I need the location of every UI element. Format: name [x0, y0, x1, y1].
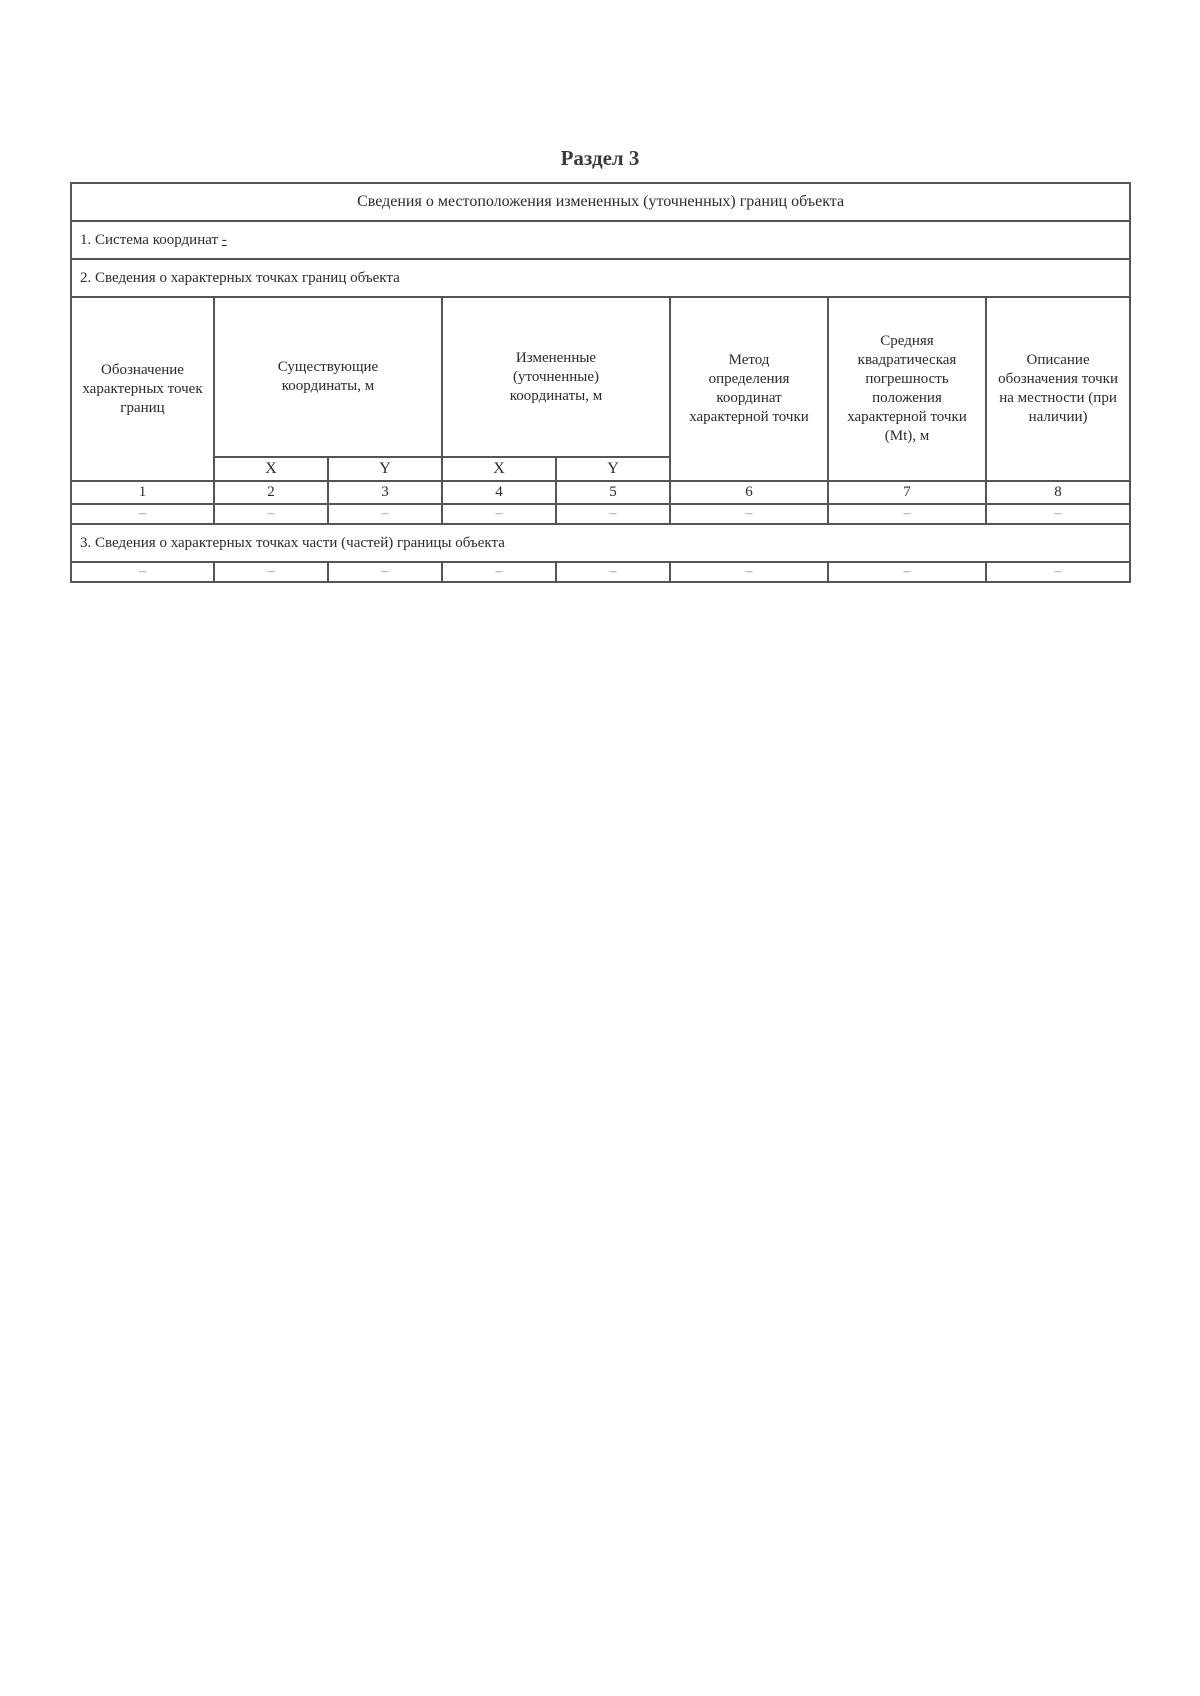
- column-numbers-row: [71, 481, 1130, 504]
- column-number: 6: [670, 481, 828, 504]
- table-cell: –: [670, 562, 828, 582]
- column-number: 4: [442, 481, 556, 504]
- header-changed-y: Y: [556, 457, 670, 481]
- column-number: 1: [71, 481, 214, 504]
- header-changed-x: X: [442, 457, 556, 481]
- table-cell: –: [986, 504, 1130, 524]
- table-title: Сведения о местоположения измененных (уточненных) границ объекта: [71, 183, 1130, 221]
- column-number: 5: [556, 481, 670, 504]
- table-cell: –: [214, 504, 328, 524]
- boundary-table: [70, 182, 1131, 583]
- table-cell: –: [556, 504, 670, 524]
- table-cell: –: [828, 504, 986, 524]
- section3-title: 3. Сведения о характерных точках части (частей) границы объекта: [71, 524, 1130, 562]
- table-cell: –: [71, 562, 214, 582]
- table-cell: –: [328, 504, 442, 524]
- section3-data-row: [71, 562, 1130, 582]
- table-cell: –: [328, 562, 442, 582]
- header-error: Средняя квадратическая погрешность положения характерной точки (Mt), м: [828, 297, 986, 481]
- table-cell: –: [71, 504, 214, 524]
- column-number: 2: [214, 481, 328, 504]
- table-cell: –: [828, 562, 986, 582]
- header-existing-y: Y: [328, 457, 442, 481]
- table-cell: –: [442, 562, 556, 582]
- header-description: Описание обозначения точки на местности (при наличии): [986, 297, 1130, 481]
- header-method: Метод определения координат характерной точки: [670, 297, 828, 481]
- coord-system-row: [71, 221, 1130, 259]
- section-title: Раздел 3: [560, 146, 640, 170]
- header-designation: Обозначение характерных точек границ: [71, 297, 214, 481]
- column-number: 7: [828, 481, 986, 504]
- header-changed-coords: Измененные (уточненные) координаты, м: [442, 297, 670, 457]
- table-cell: –: [442, 504, 556, 524]
- coord-system-value: -: [221, 231, 227, 248]
- column-number: 8: [986, 481, 1130, 504]
- table-cell: –: [670, 504, 828, 524]
- table-cell: –: [556, 562, 670, 582]
- section2-title: 2. Сведения о характерных точках границ объекта: [71, 259, 1130, 297]
- coord-system-label: 1. Система координат: [80, 231, 222, 248]
- table-cell: –: [986, 562, 1130, 582]
- column-number: 3: [328, 481, 442, 504]
- header-existing-coords: Существующие координаты, м: [214, 297, 442, 457]
- header-existing-x: X: [214, 457, 328, 481]
- section2-data-row: [71, 504, 1130, 524]
- table-cell: –: [214, 562, 328, 582]
